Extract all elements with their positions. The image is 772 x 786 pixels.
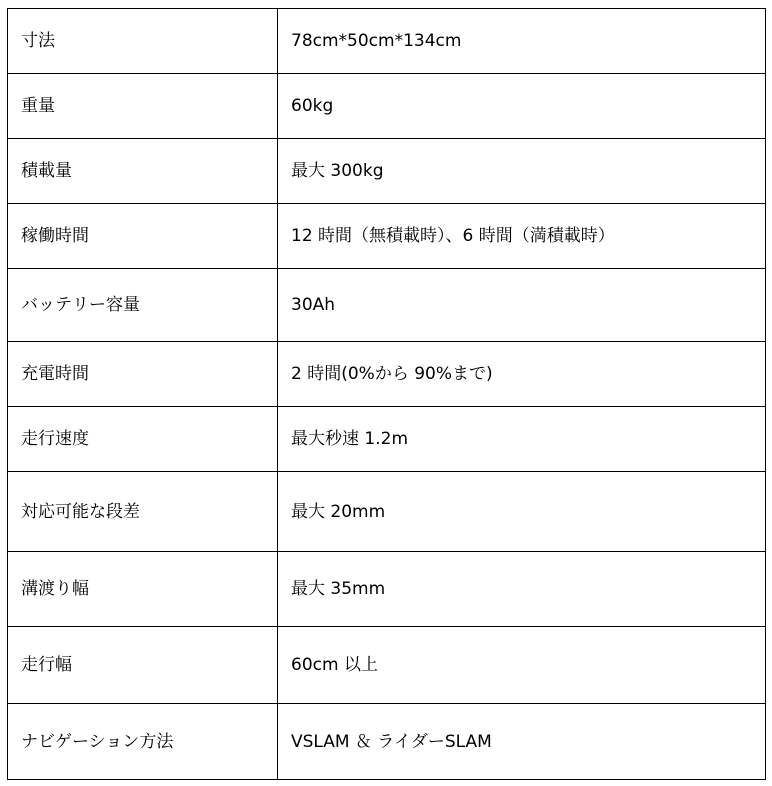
spec-label: 対応可能な段差 [8, 472, 278, 552]
table-row [8, 627, 766, 704]
spec-table-body [8, 9, 766, 780]
table-row [8, 407, 766, 472]
spec-label: 積載量 [8, 139, 278, 204]
spec-label: ナビゲーション方法 [8, 704, 278, 780]
table-row [8, 704, 766, 780]
spec-value: 最大 20mm [278, 472, 766, 552]
spec-label: 走行速度 [8, 407, 278, 472]
table-row [8, 74, 766, 139]
spec-value: 2 時間(0%から 90%まで) [278, 342, 766, 407]
spec-value: 12 時間（無積載時）、6 時間（満積載時） [278, 204, 766, 269]
spec-value: 30Ah [278, 269, 766, 342]
spec-value: 最大 35mm [278, 552, 766, 627]
spec-table [7, 8, 766, 780]
spec-value: 60cm 以上 [278, 627, 766, 704]
table-row [8, 139, 766, 204]
spec-label: 溝渡り幅 [8, 552, 278, 627]
table-row [8, 342, 766, 407]
spec-value: VSLAM ＆ ライダーSLAM [278, 704, 766, 780]
spec-value: 78cm*50cm*134cm [278, 9, 766, 74]
table-row [8, 552, 766, 627]
spec-label: 重量 [8, 74, 278, 139]
spec-value: 最大 300kg [278, 139, 766, 204]
spec-label: 稼働時間 [8, 204, 278, 269]
spec-value: 最大秒速 1.2m [278, 407, 766, 472]
spec-label: 充電時間 [8, 342, 278, 407]
table-row [8, 269, 766, 342]
spec-label: 走行幅 [8, 627, 278, 704]
table-row [8, 9, 766, 74]
table-row [8, 204, 766, 269]
spec-value: 60kg [278, 74, 766, 139]
table-row [8, 472, 766, 552]
spec-label: バッテリー容量 [8, 269, 278, 342]
spec-label: 寸法 [8, 9, 278, 74]
